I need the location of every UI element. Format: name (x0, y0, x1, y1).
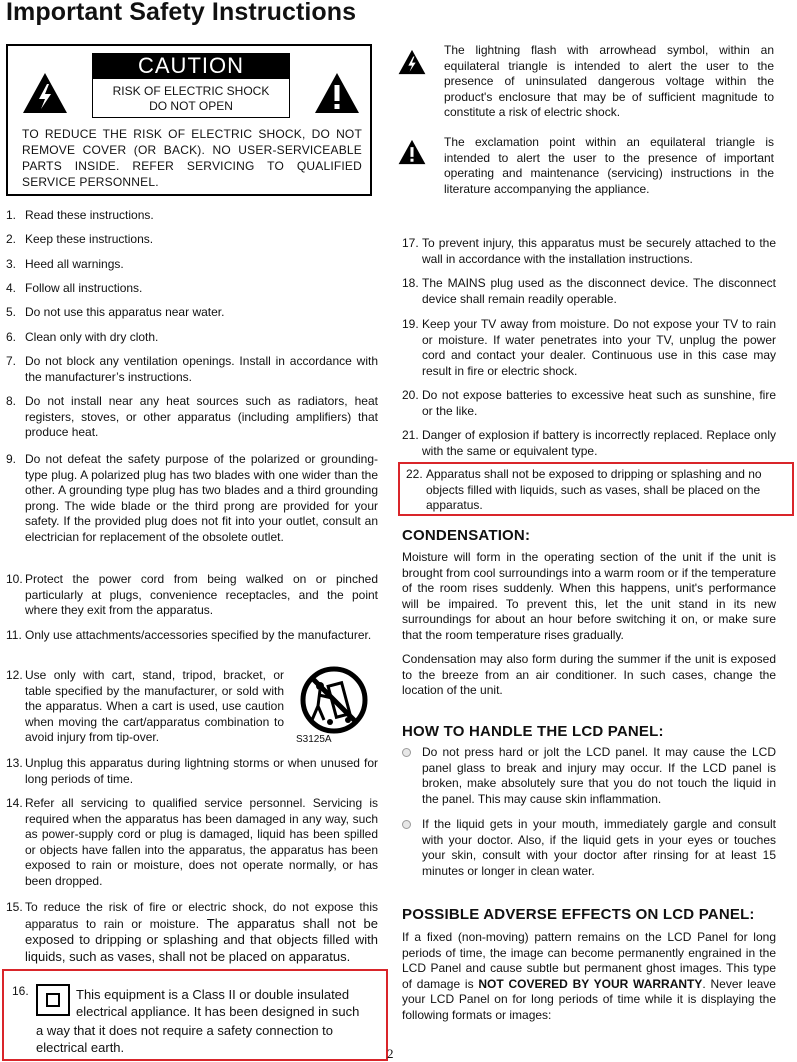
exclamation-triangle-icon (398, 139, 426, 165)
list-item: 8. Do not install near any heat sources such as radiators, heat registers, stoves, or other apparatus (including amplifiers) that produce heat. (6, 394, 378, 439)
list-item: 12. Use only with cart, stand, tripod, bracket, or table specified by the manufacturer, or sold with the apparatus. When a cart is used, use caution when moving the cart/apparatus combination to avoid injury from tip-over. (6, 668, 284, 744)
list-item: 22. Apparatus shall not be exposed to dripping or splashing and no objects filled with liquids, such as vases, shall be placed on the apparatus. (406, 467, 762, 512)
page-title: Important Safety Instructions (6, 0, 357, 26)
caution-sub-label: RISK OF ELECTRIC SHOCK DO NOT OPEN (92, 78, 290, 118)
list-item: 15. To reduce the risk of fire or electric shock, do not expose this apparatus to rain or moisture. The apparatus shall not be exposed to dripping or splashing and that objects filled with liquids, such as vases, shall not be placed on apparatus. (6, 900, 379, 964)
condensation-paragraph-2: Condensation may also form during the summer if the unit is exposed to the breeze from an air conditioner. In such cases, change the location of the unit. (402, 652, 776, 697)
list-item: 9. Do not defeat the safety purpose of the polarized or grounding-type plug. A polarized plug has two blades with one wider than the other. A grounding type plug has two blades and a third grounding prong. The wide blade or the third prong are provided for your safety. If the provided plug does not fit into your outlet, consult an electrician for replacement of the obsolete outlet. (6, 452, 378, 544)
condensation-paragraph-1: Moisture will form in the operating section of the unit if the unit is brought from cool surroundings into a warm room or if the temperature of the room rises suddenly. When this happens, unit's performance will be impaired. To prevent this, let the unit stand in its new surroundings for about an hour before switching it on, or make sure that the room temperature rises gradually. (402, 550, 776, 642)
list-item: 1. Read these instructions. (6, 208, 154, 222)
caution-label: CAUTION (92, 53, 290, 78)
lightning-triangle-icon (398, 49, 426, 75)
list-item: 19. Keep your TV away from moisture. Do not expose your TV to rain or moisture. If water penetrates into your TV, unplug the power cord and contact your dealer. Continuous use in this case may result in fire or electric shock. (402, 317, 776, 378)
caution-box (6, 44, 372, 196)
list-item: 10. Protect the power cord from being walked on or pinched particularly at plugs, convenience receptacles, and the point where they exit from the apparatus. (6, 572, 378, 617)
adverse-effects-paragraph: If a fixed (non-moving) pattern remains on the LCD Panel for long periods of time, the image can become permanently engrained in the LCD Panel and cause subtle but permanent ghost images. This type of damage is NOT COVERED BY YOUR WARRANTY. Never leave your LCD Panel on for long periods of time while it is displaying the following formats or images: (402, 930, 776, 1022)
list-item: 5. Do not use this apparatus near water. (6, 305, 225, 319)
exclamation-warning-icon (314, 72, 360, 114)
item-16-text-b: a way that it does not require a safety connection to electrical earth. (36, 1023, 334, 1055)
list-item: 4. Follow all instructions. (6, 281, 143, 295)
list-item: 18. The MAINS plug used as the disconnect device. The disconnect device shall remain readily operable. (402, 276, 776, 306)
lcd-bullet-1: Do not press hard or jolt the LCD panel. It may cause the LCD panel glass to break and injury may occur. If the LCD panel is broken, make absolutely sure that you do not touch the liquid in the panel. This may cause skin inflammation. (422, 745, 776, 806)
lightning-symbol-note: The lightning flash with arrowhead symbol, within an equilateral triangle is intended to alert the user to the presence of uninsulated dangerous voltage within the product's enclosure that may be of sufficient magnitude to constitute a risk of electric shock. (398, 43, 778, 123)
condensation-heading: CONDENSATION: (402, 527, 531, 544)
bullet-icon (402, 748, 411, 757)
list-item: 7. Do not block any ventilation openings. Install in accordance with the manufacturer’s instructions. (6, 354, 378, 384)
list-item: 17. To prevent injury, this apparatus must be securely attached to the wall in accordance with the installation instructions. (402, 236, 776, 266)
list-item: 3. Heed all warnings. (6, 257, 124, 271)
exclamation-symbol-note: The exclamation point within an equilateral triangle is intended to alert the user to the presence of important operating and maintenance (servicing) instructions in the literature accompanying the appliance. (398, 135, 778, 199)
cart-icon-label: S3125A (296, 734, 332, 745)
adverse-effects-heading: POSSIBLE ADVERSE EFFECTS ON LCD PANEL: (402, 906, 755, 923)
list-item: 21. Danger of explosion if battery is incorrectly replaced. Replace only with the same or equivalent type. (402, 428, 776, 458)
item-16-text-a: This equipment is a Class II or double insulated electrical appliance. It has been designed in such (76, 987, 360, 1019)
warranty-notice: NOT COVERED BY YOUR WARRANTY (478, 976, 703, 991)
page-number: 2 (387, 1046, 394, 1061)
list-item: 13. Unplug this apparatus during lightning storms or when unused for long periods of time. (6, 756, 378, 786)
list-item: 11. Only use attachments/accessories specified by the manufacturer. (6, 628, 372, 642)
bullet-icon (402, 820, 411, 829)
class-ii-double-insulation-icon (36, 984, 70, 1016)
list-item: 20. Do not expose batteries to excessive heat such as sunshine, fire or the like. (402, 388, 776, 418)
item-16-number: 16. (12, 984, 29, 998)
lightning-warning-icon (22, 72, 68, 114)
list-item: 2. Keep these instructions. (6, 232, 154, 246)
list-item: 6. Clean only with dry cloth. (6, 330, 159, 344)
caution-text: TO REDUCE THE RISK OF ELECTRIC SHOCK, DO NOT REMOVE COVER (OR BACK). NO USER-SERVICEABLE PARTS INSIDE. REFER SERVICING TO QUALIFIED SERVICE PERSONNEL. (22, 127, 362, 189)
lcd-handling-heading: HOW TO HANDLE THE LCD PANEL: (402, 723, 664, 740)
lcd-bullet-2: If the liquid gets in your mouth, immediately gargle and consult with your doctor. Also, if the liquid gets in your eyes or touches your skin, consult with your doctor after rinsing for at least 15 minutes or longer in clean water. (422, 817, 776, 878)
list-item: 14. Refer all servicing to qualified service personnel. Servicing is required when the apparatus has been damaged in any way, such as power-supply cord or plug is damaged, liquid has been spilled or objects have fallen into the apparatus, the apparatus has been exposed to rain or moisture, does not operate normally, or has been dropped. (6, 796, 378, 888)
